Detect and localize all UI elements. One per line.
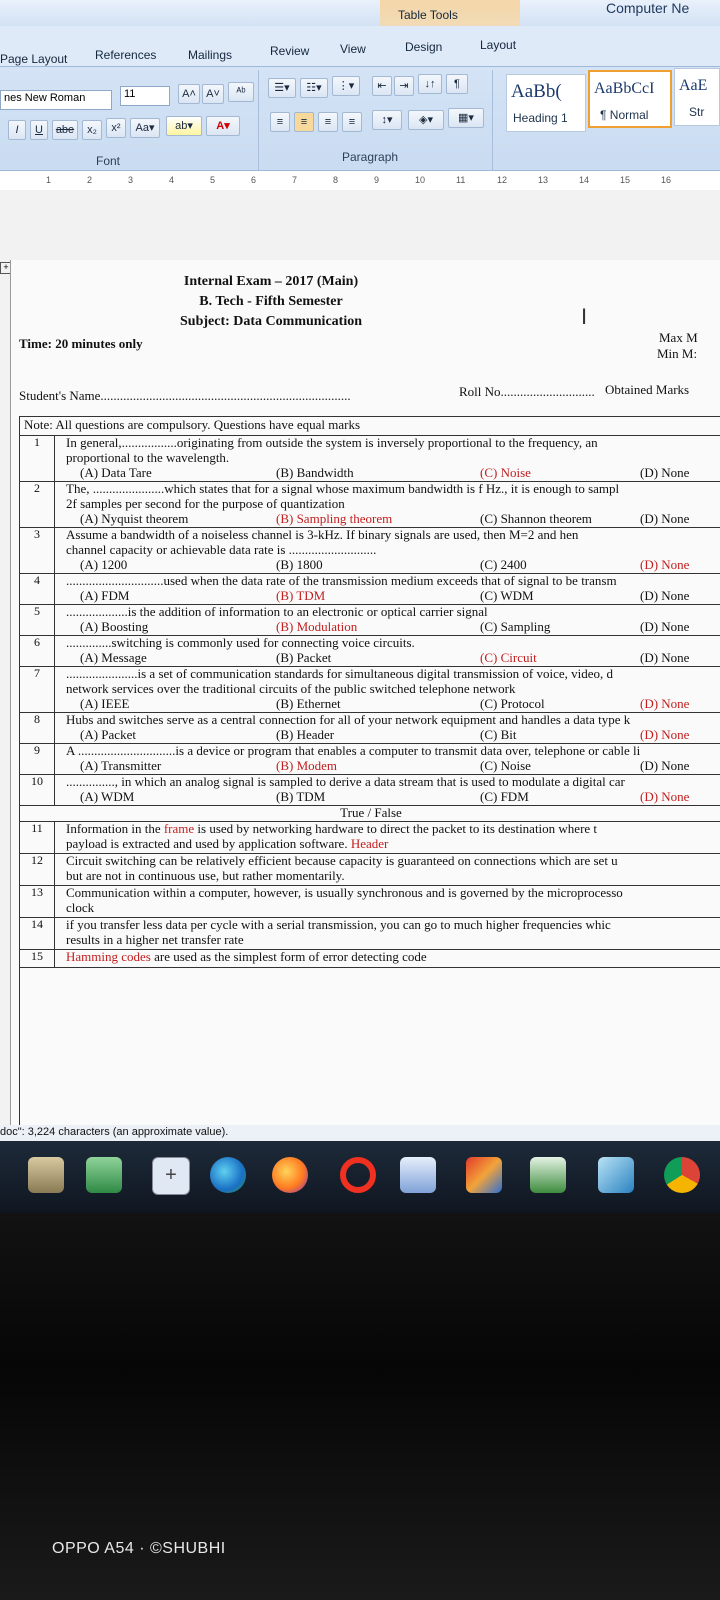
answer-option: (D) None: [640, 789, 690, 804]
question-row: [20, 435, 720, 482]
ruler-mark: 7: [292, 175, 298, 185]
option: (B) Ethernet: [276, 696, 341, 711]
style-heading-1-name: Heading 1: [513, 111, 568, 125]
status-text: doc": 3,224 characters (an approximate value).: [0, 1126, 229, 1138]
statement-text-line2: [66, 900, 720, 915]
option: (C) Noise: [480, 758, 531, 773]
question-text: ..............., in which an analog signal is sampled to derive a data stream that is used to modulate a digital car: [66, 774, 625, 789]
style-heading-1-preview: AaBb(: [511, 81, 562, 102]
option: (C) 2400: [480, 557, 527, 572]
font-group-label: Font: [96, 154, 121, 168]
answer-option: (B) Modulation: [276, 619, 358, 634]
horizontal-ruler[interactable]: [0, 170, 720, 190]
numbering-icon[interactable]: ☷▾: [300, 78, 328, 98]
question-text: proportional to the wavelength.: [66, 450, 230, 465]
option: (C) Shannon theorem: [480, 511, 592, 526]
question-row: [20, 635, 720, 667]
style-strong[interactable]: [674, 68, 720, 126]
tab-design[interactable]: Design: [405, 40, 443, 54]
question-number: 6: [20, 635, 55, 666]
question-text: ...................is the addition of information to an electronic or optical carrier signal: [66, 604, 488, 619]
question-row: [20, 527, 720, 574]
option: (C) FDM: [480, 789, 529, 804]
ruler-mark: 13: [538, 175, 549, 185]
question-number: 7: [20, 666, 55, 712]
font-size-box[interactable]: 11: [120, 86, 170, 106]
change-case-icon[interactable]: Aa▾: [130, 118, 160, 138]
true-false-row: [20, 949, 720, 968]
option: (A) WDM: [80, 789, 135, 804]
highlighted-term: frame: [163, 821, 195, 836]
ruler-mark: 2: [87, 175, 93, 185]
note-row: [20, 417, 720, 436]
option: (D) None: [640, 650, 690, 665]
ruler-mark: 3: [128, 175, 134, 185]
question-number: 11: [20, 821, 55, 853]
statement-part: is used by networking hardware to direct the packet to its destination where t: [194, 821, 598, 836]
ruler-mark: 8: [333, 175, 339, 185]
question-number: 10: [20, 774, 55, 805]
answer-option: (D) None: [640, 727, 690, 742]
true-false-row: [20, 885, 720, 918]
ruler-mark: 14: [579, 175, 590, 185]
store-icon[interactable]: [86, 1157, 122, 1193]
multilevel-list-icon[interactable]: ⋮▾: [332, 76, 360, 96]
style-normal-name: ¶ Normal: [600, 108, 649, 122]
question-text: network services over the traditional circuits of the public switched telephone network: [66, 681, 516, 696]
statement-part: if you transfer less data per cycle with a serial transmission, you can go to much higher frequencies whic: [66, 917, 611, 932]
option: (A) IEEE: [80, 696, 130, 711]
paragraph-group-label: Paragraph: [342, 150, 399, 164]
option: (D) None: [640, 465, 690, 480]
option: (C) WDM: [480, 588, 534, 603]
statement-part: are used as the simplest form of error detecting code: [150, 949, 427, 964]
edge-browser-icon[interactable]: [210, 1157, 246, 1193]
statement-text-line2: [66, 932, 720, 947]
question-row: [20, 573, 720, 605]
answer-option: (B) Modem: [276, 758, 338, 773]
style-strong-name: Str: [689, 105, 705, 119]
option: (A) Message: [80, 650, 147, 665]
statement-part: payload is extracted and used by application software.: [66, 836, 351, 851]
question-text: The, ......................which states that for a signal whose maximum bandwidth is f Hz., it is enough to sampl: [66, 481, 620, 496]
ruler-mark: 1: [46, 175, 52, 185]
time-line: Time: 20 minutes only: [19, 336, 143, 351]
question-text: ..............switching is commonly used for connecting voice circuits.: [66, 635, 415, 650]
true-false-heading: True / False: [340, 805, 402, 820]
borders-icon[interactable]: ▦▾: [448, 108, 484, 128]
option: (D) None: [640, 511, 690, 526]
question-number: 9: [20, 743, 55, 774]
question-text: Hubs and switches serve as a central connection for all of your network equipment and handles a data type k: [66, 712, 631, 727]
status-bar: [0, 1125, 720, 1141]
option: (A) Nyquist theorem: [80, 511, 189, 526]
true-false-row: [20, 821, 720, 854]
statement-part: but are not in continuous use, but rather momentarily.: [66, 868, 345, 883]
increase-indent-icon[interactable]: ⇥: [394, 76, 414, 96]
option: (B) 1800: [276, 557, 323, 572]
true-false-row: [20, 917, 720, 950]
answer-option: (D) None: [640, 696, 690, 711]
table-move-handle-icon[interactable]: +: [0, 262, 12, 274]
opera-icon[interactable]: [340, 1157, 376, 1193]
statement-text: [66, 853, 720, 868]
sort-icon[interactable]: ↓↑: [418, 74, 442, 94]
option: (C) Protocol: [480, 696, 545, 711]
student-name-line: Student's Name.............................................................................: [19, 388, 351, 403]
tab-view[interactable]: View: [340, 42, 366, 56]
ruler-mark: 12: [497, 175, 508, 185]
question-row: [20, 743, 720, 775]
option: (D) None: [640, 619, 690, 634]
option: (A) 1200: [80, 557, 128, 572]
firefox-icon[interactable]: [272, 1157, 308, 1193]
clear-format-icon[interactable]: ᴬᵇ: [228, 82, 254, 102]
tab-review[interactable]: Review: [270, 44, 310, 58]
media-player-icon[interactable]: [466, 1157, 502, 1193]
option: (A) Transmitter: [80, 758, 162, 773]
question-text: ......................is a set of communication standards for simultaneous digital transmission of voice, video, d: [66, 666, 613, 681]
ruler-mark: 15: [620, 175, 631, 185]
style-strong-preview: AaE: [679, 77, 708, 94]
questions-table[interactable]: [19, 416, 720, 1125]
style-heading-1[interactable]: [506, 74, 586, 132]
question-row: [20, 666, 720, 713]
ruler-mark: 9: [374, 175, 380, 185]
underline-icon[interactable]: U: [30, 120, 48, 140]
ruler-mark: 6: [251, 175, 257, 185]
question-row: [20, 481, 720, 528]
file-explorer-icon[interactable]: [28, 1157, 64, 1193]
question-text: channel capacity or achievable data rate is ...........................: [66, 542, 377, 557]
tab-layout[interactable]: Layout: [480, 38, 517, 52]
question-row: [20, 604, 720, 636]
ruler-mark: 4: [169, 175, 175, 185]
font-name-box[interactable]: nes New Roman: [0, 90, 112, 110]
highlighted-term: Header: [350, 836, 389, 851]
statement-part: Communication within a computer, however, is usually synchronous and is governed by the microprocesso: [66, 885, 623, 900]
roll-no-line: Roll No.............................: [459, 384, 595, 399]
show-marks-icon[interactable]: ¶: [446, 74, 468, 94]
style-normal-preview: AaBbCcI: [594, 80, 655, 97]
question-number: 5: [20, 604, 55, 635]
question-number: 12: [20, 853, 55, 885]
option: (A) Data Tare: [80, 465, 152, 480]
question-row: [20, 712, 720, 744]
statement-part: Information in the: [66, 821, 164, 836]
bullets-icon[interactable]: ☰▾: [268, 78, 296, 98]
ruler-mark: 5: [210, 175, 216, 185]
line-spacing-icon[interactable]: ↕▾: [372, 110, 402, 130]
computer-network-tab[interactable]: Computer Ne: [606, 0, 690, 16]
question-text: ..............................used when the data rate of the transmission medium exceeds that of signal to be transm: [66, 573, 617, 588]
tab-page-layout[interactable]: Page Layout: [0, 52, 68, 66]
answer-option: (B) TDM: [276, 588, 326, 603]
align-right-icon[interactable]: ≡: [318, 112, 338, 132]
ruler-mark: 16: [661, 175, 672, 185]
tab-references[interactable]: References: [95, 48, 157, 62]
course-line: B. Tech - Fifth Semester: [199, 294, 343, 309]
italic-icon[interactable]: I: [8, 120, 26, 140]
question-text: A ..............................is a device or program that enables a computer to transmit data over, telephone or cable li: [66, 743, 641, 758]
statement-part: Circuit switching can be relatively efficient because capacity is guaranteed on connections which are set u: [66, 853, 618, 868]
font-color-icon[interactable]: A▾: [206, 116, 240, 136]
note-text: Note: All questions are compulsory. Questions have equal marks: [24, 417, 361, 432]
question-text: Assume a bandwidth of a noiseless channel is 3-kHz. If binary signals are used, then M=2 and hen: [66, 527, 579, 542]
font-group: [0, 70, 259, 170]
ruler-mark: 11: [456, 175, 466, 185]
camera-watermark: OPPO A54 · ©SHUBHI: [52, 1540, 226, 1557]
statement-part: clock: [66, 900, 95, 915]
shading-icon[interactable]: ◈▾: [408, 110, 444, 130]
option: (D) None: [640, 588, 690, 603]
style-normal[interactable]: [588, 70, 672, 128]
align-center-icon[interactable]: ≡: [294, 112, 314, 132]
notepad-icon[interactable]: [598, 1157, 634, 1193]
highlighted-term: Hamming codes: [66, 949, 151, 964]
decrease-indent-icon[interactable]: ⇤: [372, 76, 392, 96]
question-number: 15: [20, 949, 55, 967]
question-text: In general,.................originating from outside the system is inversely proportional to the frequency, an: [66, 435, 598, 450]
justify-icon[interactable]: ≡: [342, 112, 362, 132]
option: (B) Packet: [276, 650, 332, 665]
word-icon[interactable]: [400, 1157, 436, 1193]
tab-row: [0, 26, 720, 67]
statement-text: [66, 949, 720, 964]
subject-line: Subject: Data Communication: [180, 314, 362, 329]
statement-text: [66, 821, 720, 836]
question-number: 4: [20, 573, 55, 604]
align-left-icon[interactable]: ≡: [270, 112, 290, 132]
strikethrough-icon[interactable]: abe: [52, 120, 78, 140]
obtained-marks-line: Obtained Marks: [605, 382, 690, 397]
answer-option: (C) Circuit: [480, 650, 537, 665]
question-number: 1: [20, 435, 55, 481]
question-number: 14: [20, 917, 55, 949]
text-cursor-icon: I: [581, 304, 588, 329]
grow-font-icon[interactable]: A˄: [178, 84, 200, 104]
option: (B) Header: [276, 727, 335, 742]
exam-title: Internal Exam – 2017 (Main): [183, 274, 359, 289]
statement-text-line2: [66, 868, 720, 883]
option: (C) Sampling: [480, 619, 551, 634]
table-tools-label: Table Tools: [398, 8, 458, 22]
option: (D) None: [640, 758, 690, 773]
answer-option: (B) Sampling theorem: [276, 511, 393, 526]
answer-option: (C) Noise: [480, 465, 531, 480]
option: (A) FDM: [80, 588, 130, 603]
max-marks: Max M: [659, 330, 698, 345]
question-number: 2: [20, 481, 55, 527]
excel-icon[interactable]: [530, 1157, 566, 1193]
add-icon[interactable]: +: [152, 1157, 190, 1195]
true-false-heading-row: [20, 805, 720, 822]
option: (A) Boosting: [80, 619, 149, 634]
option: (C) Bit: [480, 727, 517, 742]
question-number: 3: [20, 527, 55, 573]
question-number: 8: [20, 712, 55, 743]
question-row: [20, 774, 720, 806]
option: (A) Packet: [80, 727, 136, 742]
option: (B) Bandwidth: [276, 465, 354, 480]
superscript-icon[interactable]: x²: [106, 118, 126, 138]
question-number: 13: [20, 885, 55, 917]
statement-part: results in a higher net transfer rate: [66, 932, 244, 947]
statement-text: [66, 885, 720, 900]
answer-option: (D) None: [640, 557, 690, 572]
statement-text: [66, 917, 720, 932]
ruler-mark: 10: [415, 175, 426, 185]
ribbon: [0, 0, 720, 190]
document-page[interactable]: [10, 260, 720, 1125]
statement-text-line2: [66, 836, 720, 851]
true-false-row: [20, 853, 720, 886]
highlight-icon[interactable]: ab▾: [166, 116, 202, 136]
document-area: [0, 190, 720, 1125]
option: (B) TDM: [276, 789, 326, 804]
taskbar: [0, 1141, 720, 1213]
shrink-font-icon[interactable]: A˅: [202, 84, 224, 104]
tab-mailings[interactable]: Mailings: [188, 48, 233, 62]
subscript-icon[interactable]: x₂: [82, 120, 102, 140]
question-text: 2f samples per second for the purpose of quantization: [66, 496, 345, 511]
min-marks: Min M:: [657, 346, 698, 361]
chrome-icon[interactable]: [664, 1157, 700, 1193]
